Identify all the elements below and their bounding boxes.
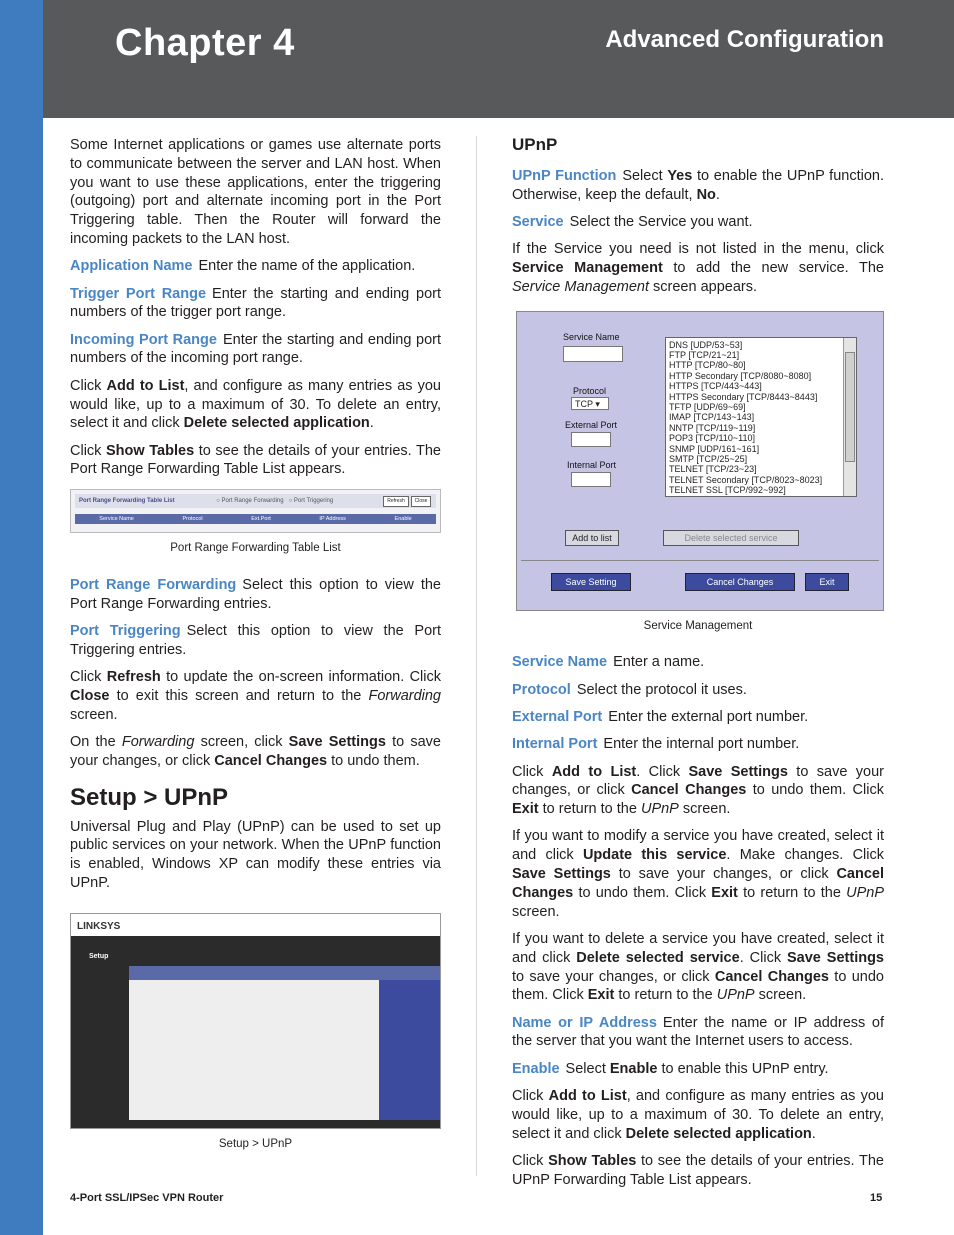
show-tables-2-paragraph: Click Show Tables to see the details of your entries. The UPnP Forwarding Table List appears.: [512, 1152, 884, 1188]
prf-title-bar: Port Range Forwarding Table List ○ Port Range Forwarding ○ Port Triggering: [75, 494, 436, 508]
show-tables-paragraph: Click Show Tables to see the details of your entries. The Port Range Forwarding Table List appears.: [70, 442, 441, 478]
left-column: [70, 136, 441, 1172]
add-list-paragraph: Click Add to List. Click Save Settings to save your changes, or click Cancel Changes to undo them. Click Exit to return to the UPnP screen.: [512, 763, 885, 818]
def-port-range-forwarding: Port Range Forwarding Select this option to view the Port Range Forwarding entries.: [70, 577, 441, 612]
section-title: Advanced Configuration: [605, 26, 884, 53]
sm-delete-selected-button: Delete selected service: [663, 530, 799, 546]
setup-nav: Setup: [71, 936, 129, 980]
setup-upnp-paragraph: Universal Plug and Play (UPnP) can be used to set up public services on your network. When the UPnP function is enabled, Windows XP can modify these entries via UPnP.: [70, 818, 441, 891]
def-port-triggering: Port Triggering Select this option to view the Port Triggering entries.: [70, 623, 441, 658]
def-trigger-port-range: Trigger Port Range Enter the starting and ending port numbers of the trigger port range.: [70, 285, 441, 321]
def-application-name: Application Name Enter the name of the application.: [70, 258, 416, 275]
sm-caption: Service Management: [643, 619, 753, 632]
sm-service-name-field: [563, 346, 623, 362]
sm-exit-button: Exit: [805, 573, 849, 591]
sm-external-port-label: External Port: [565, 419, 618, 430]
right-column: [512, 136, 884, 1198]
def-enable: Enable Select Enable to enable this UPnP entry.: [512, 1060, 829, 1077]
footer-product: 4-Port SSL/IPSec VPN Router: [70, 1192, 224, 1204]
page-header: [43, 0, 954, 118]
prf-header-row: Service Name Protocol Ext.Port IP Address Enable: [75, 514, 436, 524]
footer-page-number: 15: [870, 1192, 883, 1204]
modify-paragraph: If you want to modify a service you have created, select it and click Update this service. Make changes. Click Save Settings to save your changes, or click Cancel Changes to undo them. Click Exit to return to the UPnP screen.: [512, 828, 884, 920]
sm-internal-port-field: [571, 472, 611, 487]
sm-protocol-label: Protocol: [573, 385, 607, 396]
def-service: Service Select the Service you want.: [512, 213, 753, 230]
refresh-paragraph: Click Refresh to update the on-screen information. Click Close to exit this screen and return to the Forwarding screen.: [70, 669, 441, 723]
port-range-table-screenshot: [70, 489, 441, 533]
def-service-name: Service Name Enter a name.: [512, 654, 705, 671]
chapter-title: Chapter 4: [115, 22, 295, 64]
def-protocol: Protocol Select the protocol it uses.: [512, 681, 747, 698]
sm-divider: [521, 560, 879, 561]
upnp-form-area: [129, 980, 379, 1120]
column-divider: [476, 136, 477, 1176]
left-color-bar: [0, 0, 43, 1235]
sm-external-port-field: [571, 432, 611, 447]
prf-caption: Port Range Forwarding Table List: [170, 542, 341, 555]
sm-add-to-list-button: Add to list: [565, 530, 619, 546]
help-panel: [379, 980, 440, 1120]
def-incoming-port-range: Incoming Port Range Enter the starting and ending port numbers of the incoming port range.: [70, 331, 441, 367]
delete-paragraph: If you want to delete a service you have created, select it and click Delete selected service. Click Save Settings to save your changes, or click Cancel Changes to undo them. Click Exit to return to the UPnP screen.: [512, 930, 884, 1004]
sm-list-scrollbar: [843, 338, 856, 496]
def-upnp-function: UPnP Function Select Yes to enable the UPnP function. Otherwise, keep the default, No.: [512, 167, 884, 203]
setup-upnp-screenshot: [70, 913, 441, 1129]
prf-close-button: Close: [411, 496, 431, 507]
not-listed-paragraph: If the Service you need is not listed in the menu, click Service Management to add the new service. The Service Management screen appears.: [512, 241, 884, 295]
setup-caption: Setup > UPnP: [218, 1137, 293, 1150]
nav-subtabs-bar: [129, 966, 440, 980]
add-list-2-paragraph: Click Add to List, and configure as many entries as you would like, up to a maximum of 30. To delete an entry, select it and click Delete selected application.: [512, 1088, 884, 1142]
bottom-bar: [129, 1120, 440, 1128]
sm-cancel-changes-button: Cancel Changes: [685, 573, 795, 591]
intro-paragraph: Some Internet applications or games use alternate ports to communicate between the server and LAN host. When you want to use these applications, enter the triggering (outgoing) port and alternate incoming port in the Port Triggering table. Then the Router will forward the incoming packets to the LAN host.: [70, 137, 441, 247]
def-internal-port: Internal Port Enter the internal port number.: [512, 736, 800, 753]
sm-service-name-label: Service Name: [563, 331, 620, 342]
sm-protocol-select: TCP ▾: [571, 397, 609, 410]
forwarding-paragraph: On the Forwarding screen, click Save Settings to save your changes, or click Cancel Changes to undo them.: [70, 734, 441, 769]
sm-internal-port-label: Internal Port: [567, 459, 617, 470]
def-name-or-ip: Name or IP Address Enter the name or IP address of the server that you want the Internet users to access.: [512, 1014, 885, 1050]
setup-upnp-heading: Setup > UPnP: [70, 783, 229, 811]
def-external-port: External Port Enter the external port number.: [512, 708, 809, 725]
linksys-logo: LINKSYS: [77, 920, 121, 932]
upnp-heading: UPnP: [512, 135, 558, 154]
prf-refresh-button: Refresh: [383, 496, 409, 507]
add-to-list-paragraph: Click Add to List, and configure as many entries as you would like, up to a maximum of 30. To delete an entry, select it and click Delete selected application.: [70, 377, 441, 432]
side-panel: [71, 980, 129, 1128]
service-management-screenshot: [516, 311, 884, 611]
nav-tabs-bar: [129, 936, 440, 966]
sm-service-list: DNS [UDP/53~53] FTP [TCP/21~21] HTTP [TCP/80~80] HTTP Secondary [TCP/8080~8080] HTTPS [TCP/443~443] HTTPS Secondary [TCP/8443~8443] TFTP [UDP/69~69] IMAP [TCP/143~143] NNTP [TCP/119~119] POP3 [TCP/110~110] SNMP [UDP/161~161] SMTP [TCP/25~25] TELNET [TCP/23~23] TELNET Secondary [TCP/8023~8023] TELNET SSL [TCP/992~992]: [665, 337, 857, 497]
sm-save-setting-button: Save Setting: [551, 573, 631, 591]
